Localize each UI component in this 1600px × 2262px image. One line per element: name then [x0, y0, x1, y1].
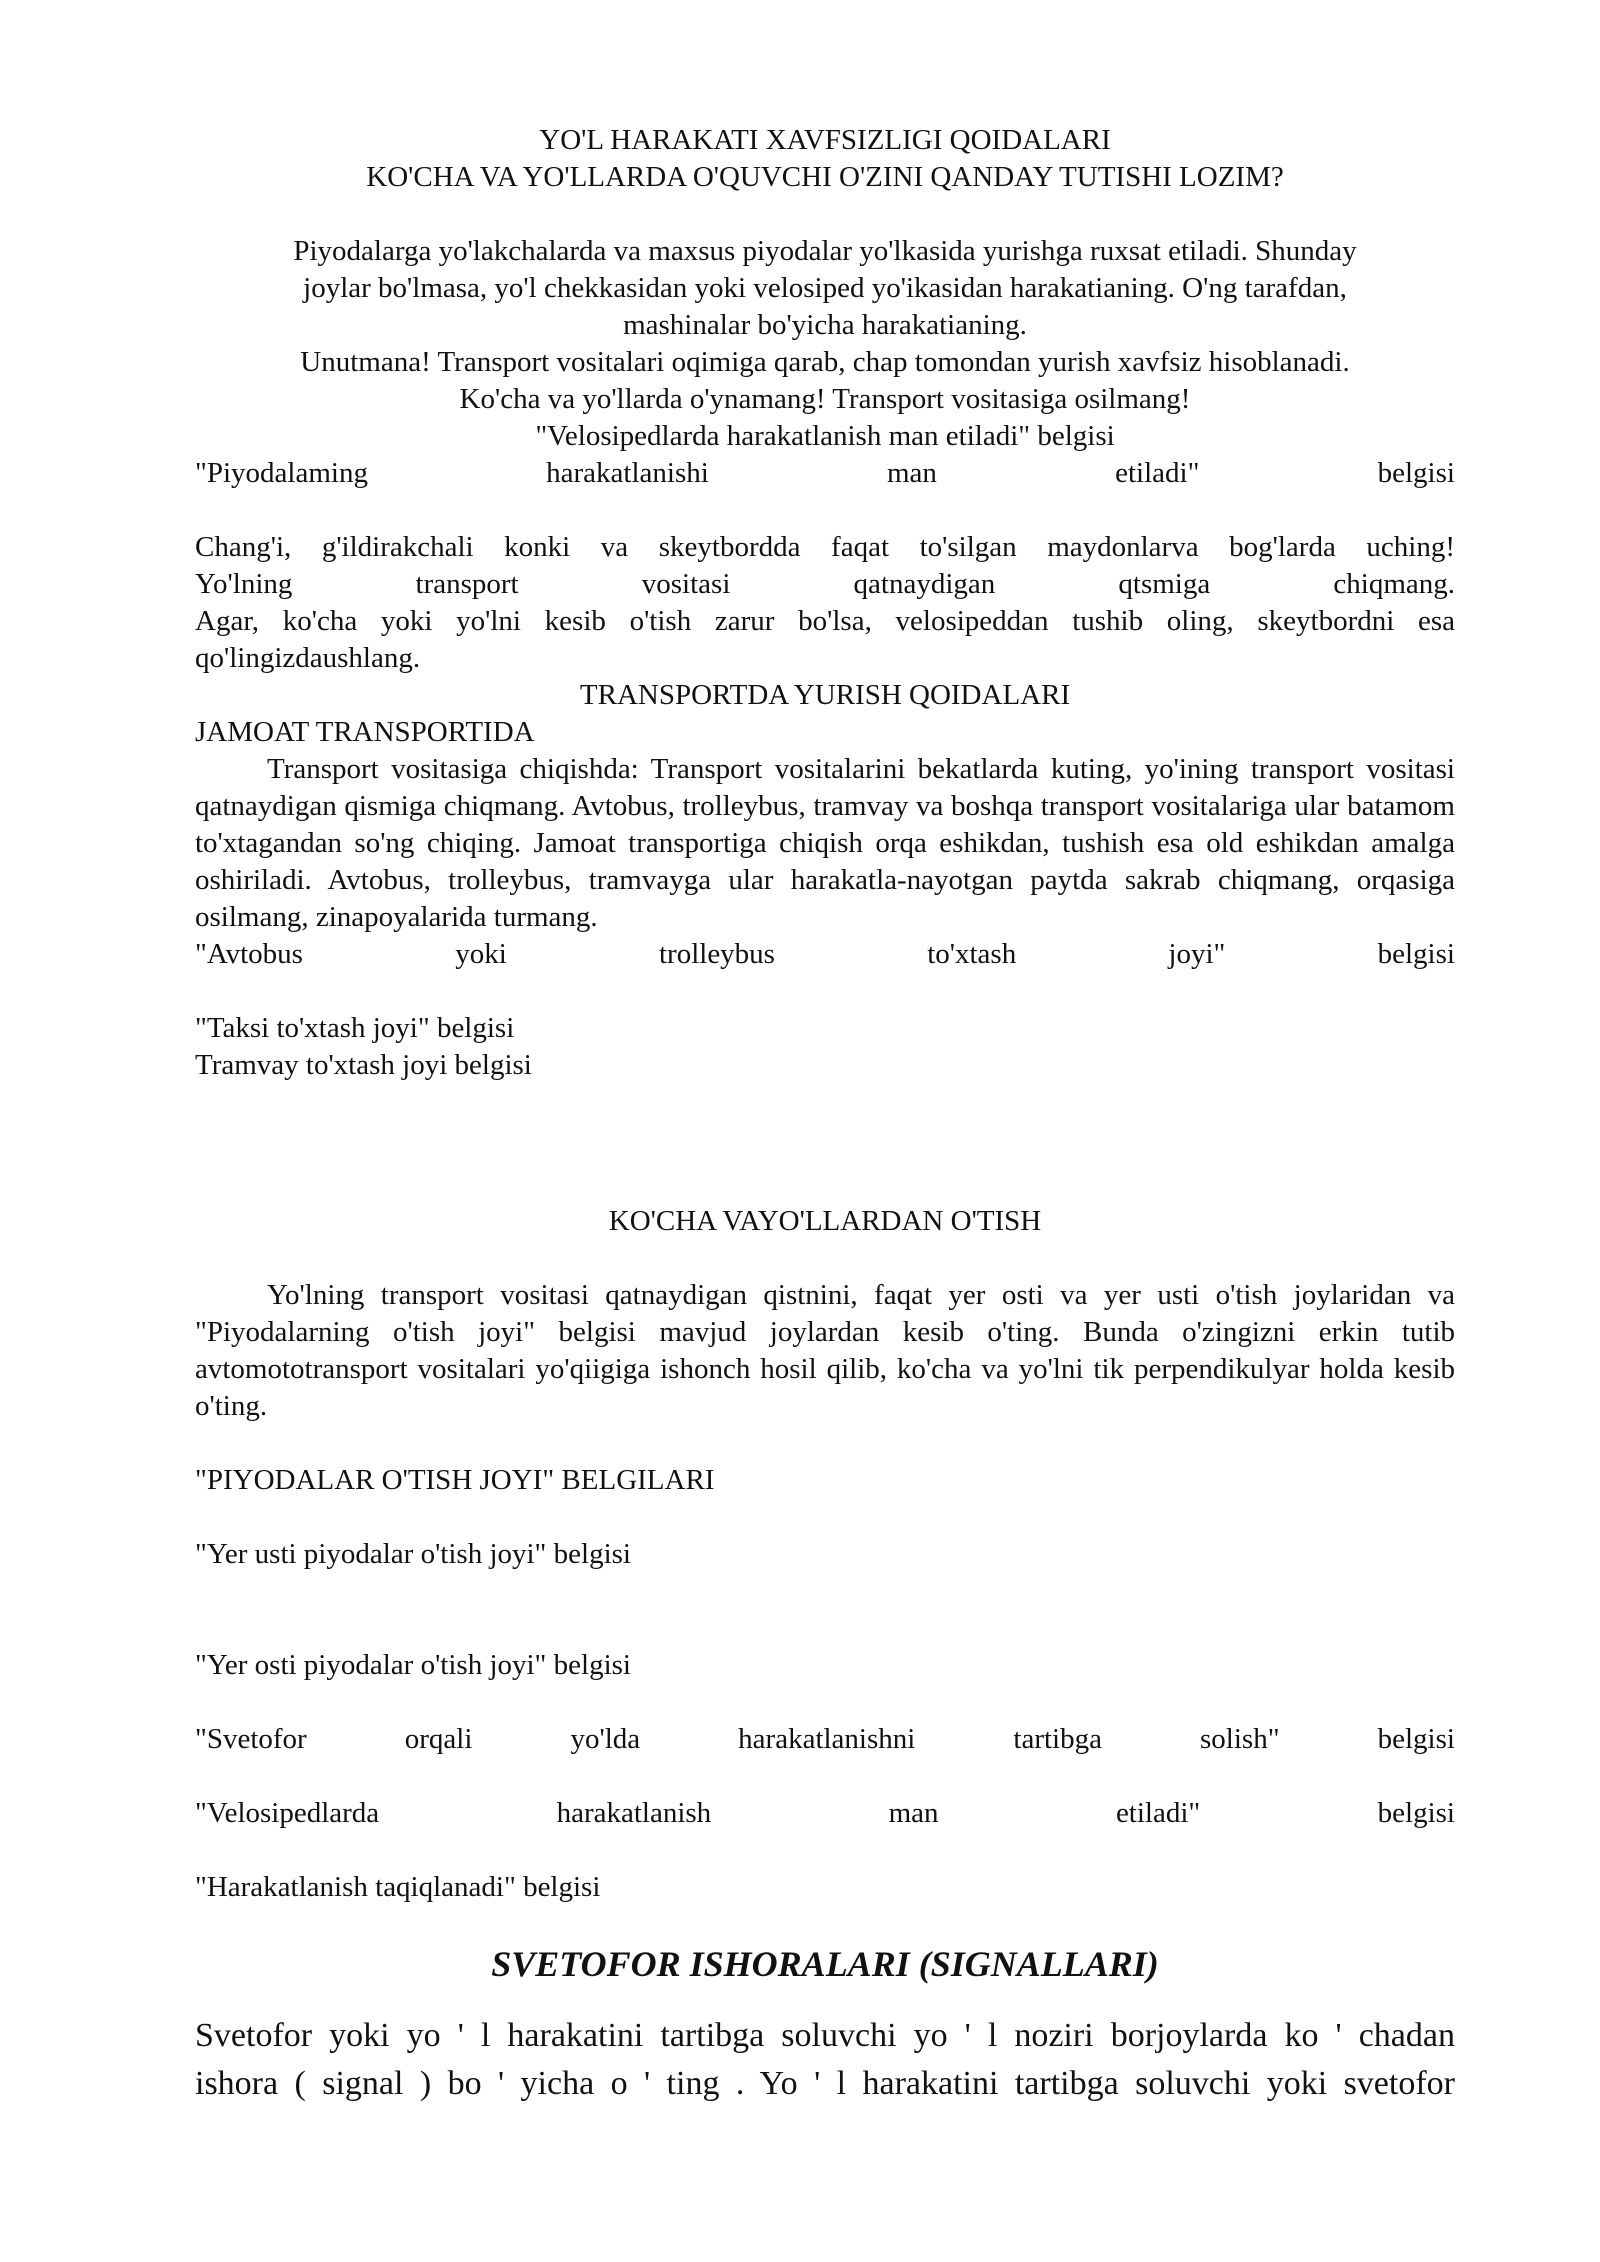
skate-paragraph: [195, 529, 1455, 677]
caption-word: joyi": [1168, 938, 1226, 970]
caption-word: yo'lda: [570, 1723, 641, 1755]
skate-line: Agar, ko'cha yoki yo'lni kesib o'tish zarur bo'lsa, velosipeddan tushib oling, skeytbordni esa: [195, 605, 1455, 637]
skate-line-spread: [195, 566, 1455, 603]
title-line-2: KO'CHA VA YO'LLARDA O'QUVCHI O'ZINI QANDAY TUTISHI LOZIM?: [366, 161, 1284, 193]
tram-sign-caption: Tramvay to'xtash joyi belgisi: [195, 1049, 532, 1081]
skate-word: chiqmang.: [1333, 568, 1455, 600]
caption-word: "Avtobus: [195, 938, 303, 970]
caption-word: tartibga: [1013, 1723, 1102, 1755]
signals-paragraph: [195, 2012, 1455, 2108]
skate-word: vositasi: [641, 568, 731, 600]
transport-heading: TRANSPORTDA YURISH QOIDALARI: [579, 679, 1071, 711]
skate-word: qatnaydigan: [853, 568, 996, 600]
caption-word: harakatlanishni: [738, 1723, 916, 1755]
caption-word: belgisi: [1377, 457, 1455, 489]
prohibited-sign-caption: "Harakatlanish taqiqlanadi" belgisi: [195, 1871, 601, 1903]
caption-word: etiladi": [1115, 1797, 1201, 1829]
caption-word: belgisi: [1377, 1723, 1455, 1755]
skate-line: qo'lingizdaushlang.: [195, 642, 421, 674]
above-ground-sign-caption: "Yer usti piyodalar o'tish joyi" belgisi: [195, 1538, 631, 1570]
crossing-signs-heading: "PIYODALAR O'TISH JOYI" BELGILARI: [195, 1464, 715, 1496]
caption-word: to'xtash: [927, 938, 1017, 970]
intro-line: Piyodalarga yo'lakchalarda va maxsus piyodalar yo'lkasida yurishga ruxsat etiladi. Shunday: [293, 235, 1357, 267]
caption-word: orqali: [404, 1723, 473, 1755]
caption-word: yoki: [455, 938, 507, 970]
bicycle-sign-caption: [195, 1795, 1455, 1832]
taxi-sign-caption: "Taksi to'xtash joyi" belgisi: [195, 1012, 515, 1044]
signals-line: ishora ( signal ) bo ' yicha o ' ting . Yo ' l harakatini tartibga soluvchi yoki svetofor: [195, 2065, 1455, 2102]
intro-paragraph: [195, 233, 1455, 455]
caption-word: harakatlanish: [556, 1797, 712, 1829]
intro-line: Unutmana! Transport vositalari oqimiga qarab, chap tomondan yurish xavfsiz hisoblanadi.: [300, 346, 1350, 378]
intro-line: "Velosipedlarda harakatlanish man etiladi" belgisi: [535, 420, 1115, 452]
caption-word: belgisi: [1377, 938, 1455, 970]
caption-word: "Piyodalaming: [195, 457, 368, 489]
caption-word: etiladi": [1115, 457, 1200, 489]
document-title: [195, 122, 1455, 196]
public-transport-heading: JAMOAT TRANSPORTIDA: [195, 716, 535, 748]
intro-line: mashinalar bo'yicha harakatianing.: [623, 309, 1027, 341]
caption-word: "Svetofor: [195, 1723, 307, 1755]
title-line-1: YO'L HARAKATI XAVFSIZLIGI QOIDALARI: [539, 124, 1111, 156]
caption-word: belgisi: [1377, 1797, 1455, 1829]
intro-line: joylar bo'lmasa, yo'l chekkasidan yoki velosiped yo'ikasidan harakatianing. O'ng tarafdan,: [303, 272, 1347, 304]
signals-line: Svetofor yoki yo ' l harakatini tartibga soluvchi yo ' l noziri borjoylarda ko ' chadan: [195, 2017, 1455, 2054]
caption-word: man: [888, 1797, 939, 1829]
pedestrian-sign-caption: [195, 455, 1455, 492]
crossing-paragraph: Yo'lning transport vositasi qatnaydigan qistnini, faqat yer osti va yer usti o'tish joylaridan va "Piyodalarning o'tish joyi" belgisi mavjud joylardan kesib o'ting. Bunda o'zingizni erkin tutib avtomototransport vositalari yo'qiigiga ishonch hosil qilib, ko'cha va yo'lni tik perpendikulyar holda kesib o'ting.: [195, 1279, 1455, 1422]
underground-sign-caption: "Yer osti piyodalar o'tish joyi" belgisi: [195, 1649, 631, 1681]
caption-word: harakatlanishi: [546, 457, 709, 489]
signals-heading: SVETOFOR ISHORALARI (SIGNALLARI): [491, 1944, 1159, 1984]
skate-word: Yo'lning: [195, 568, 293, 600]
public-transport-paragraph: Transport vositasiga chiqishda: Transport vositalarini bekatlarda kuting, yo'ining transport vositasi qatnaydigan qismiga chiqmang. Avtobus, trolleybus, tramvay va boshqa transport vositalariga ular batamom to'xtagandan so'ng chiqing. Jamoat transportiga chiqish orqa eshikdan, tushish esa old eshikdan amalga oshiriladi. Avtobus, trolleybus, tramvayga ular harakatla-nayotgan paytda sakrab chiqmang, orqasiga osilmang, zinapoyalarida turmang.: [195, 753, 1455, 933]
skate-word: qtsmiga: [1118, 568, 1211, 600]
intro-line: Ko'cha va yo'llarda o'ynamang! Transport vositasiga osilmang!: [459, 383, 1191, 415]
caption-word: solish": [1200, 1723, 1280, 1755]
caption-word: "Velosipedlarda: [195, 1797, 380, 1829]
caption-word: man: [887, 457, 937, 489]
traffic-light-sign-caption: [195, 1721, 1455, 1758]
skate-word: transport: [415, 568, 519, 600]
bus-stop-sign-caption: [195, 936, 1455, 973]
crossing-heading: KO'CHA VAYO'LLARDAN O'TISH: [608, 1205, 1042, 1237]
caption-word: trolleybus: [658, 938, 775, 970]
skate-line: Chang'i, g'ildirakchali konki va skeytbordda faqat to'silgan maydonlarva bog'larda uching!: [195, 531, 1455, 563]
